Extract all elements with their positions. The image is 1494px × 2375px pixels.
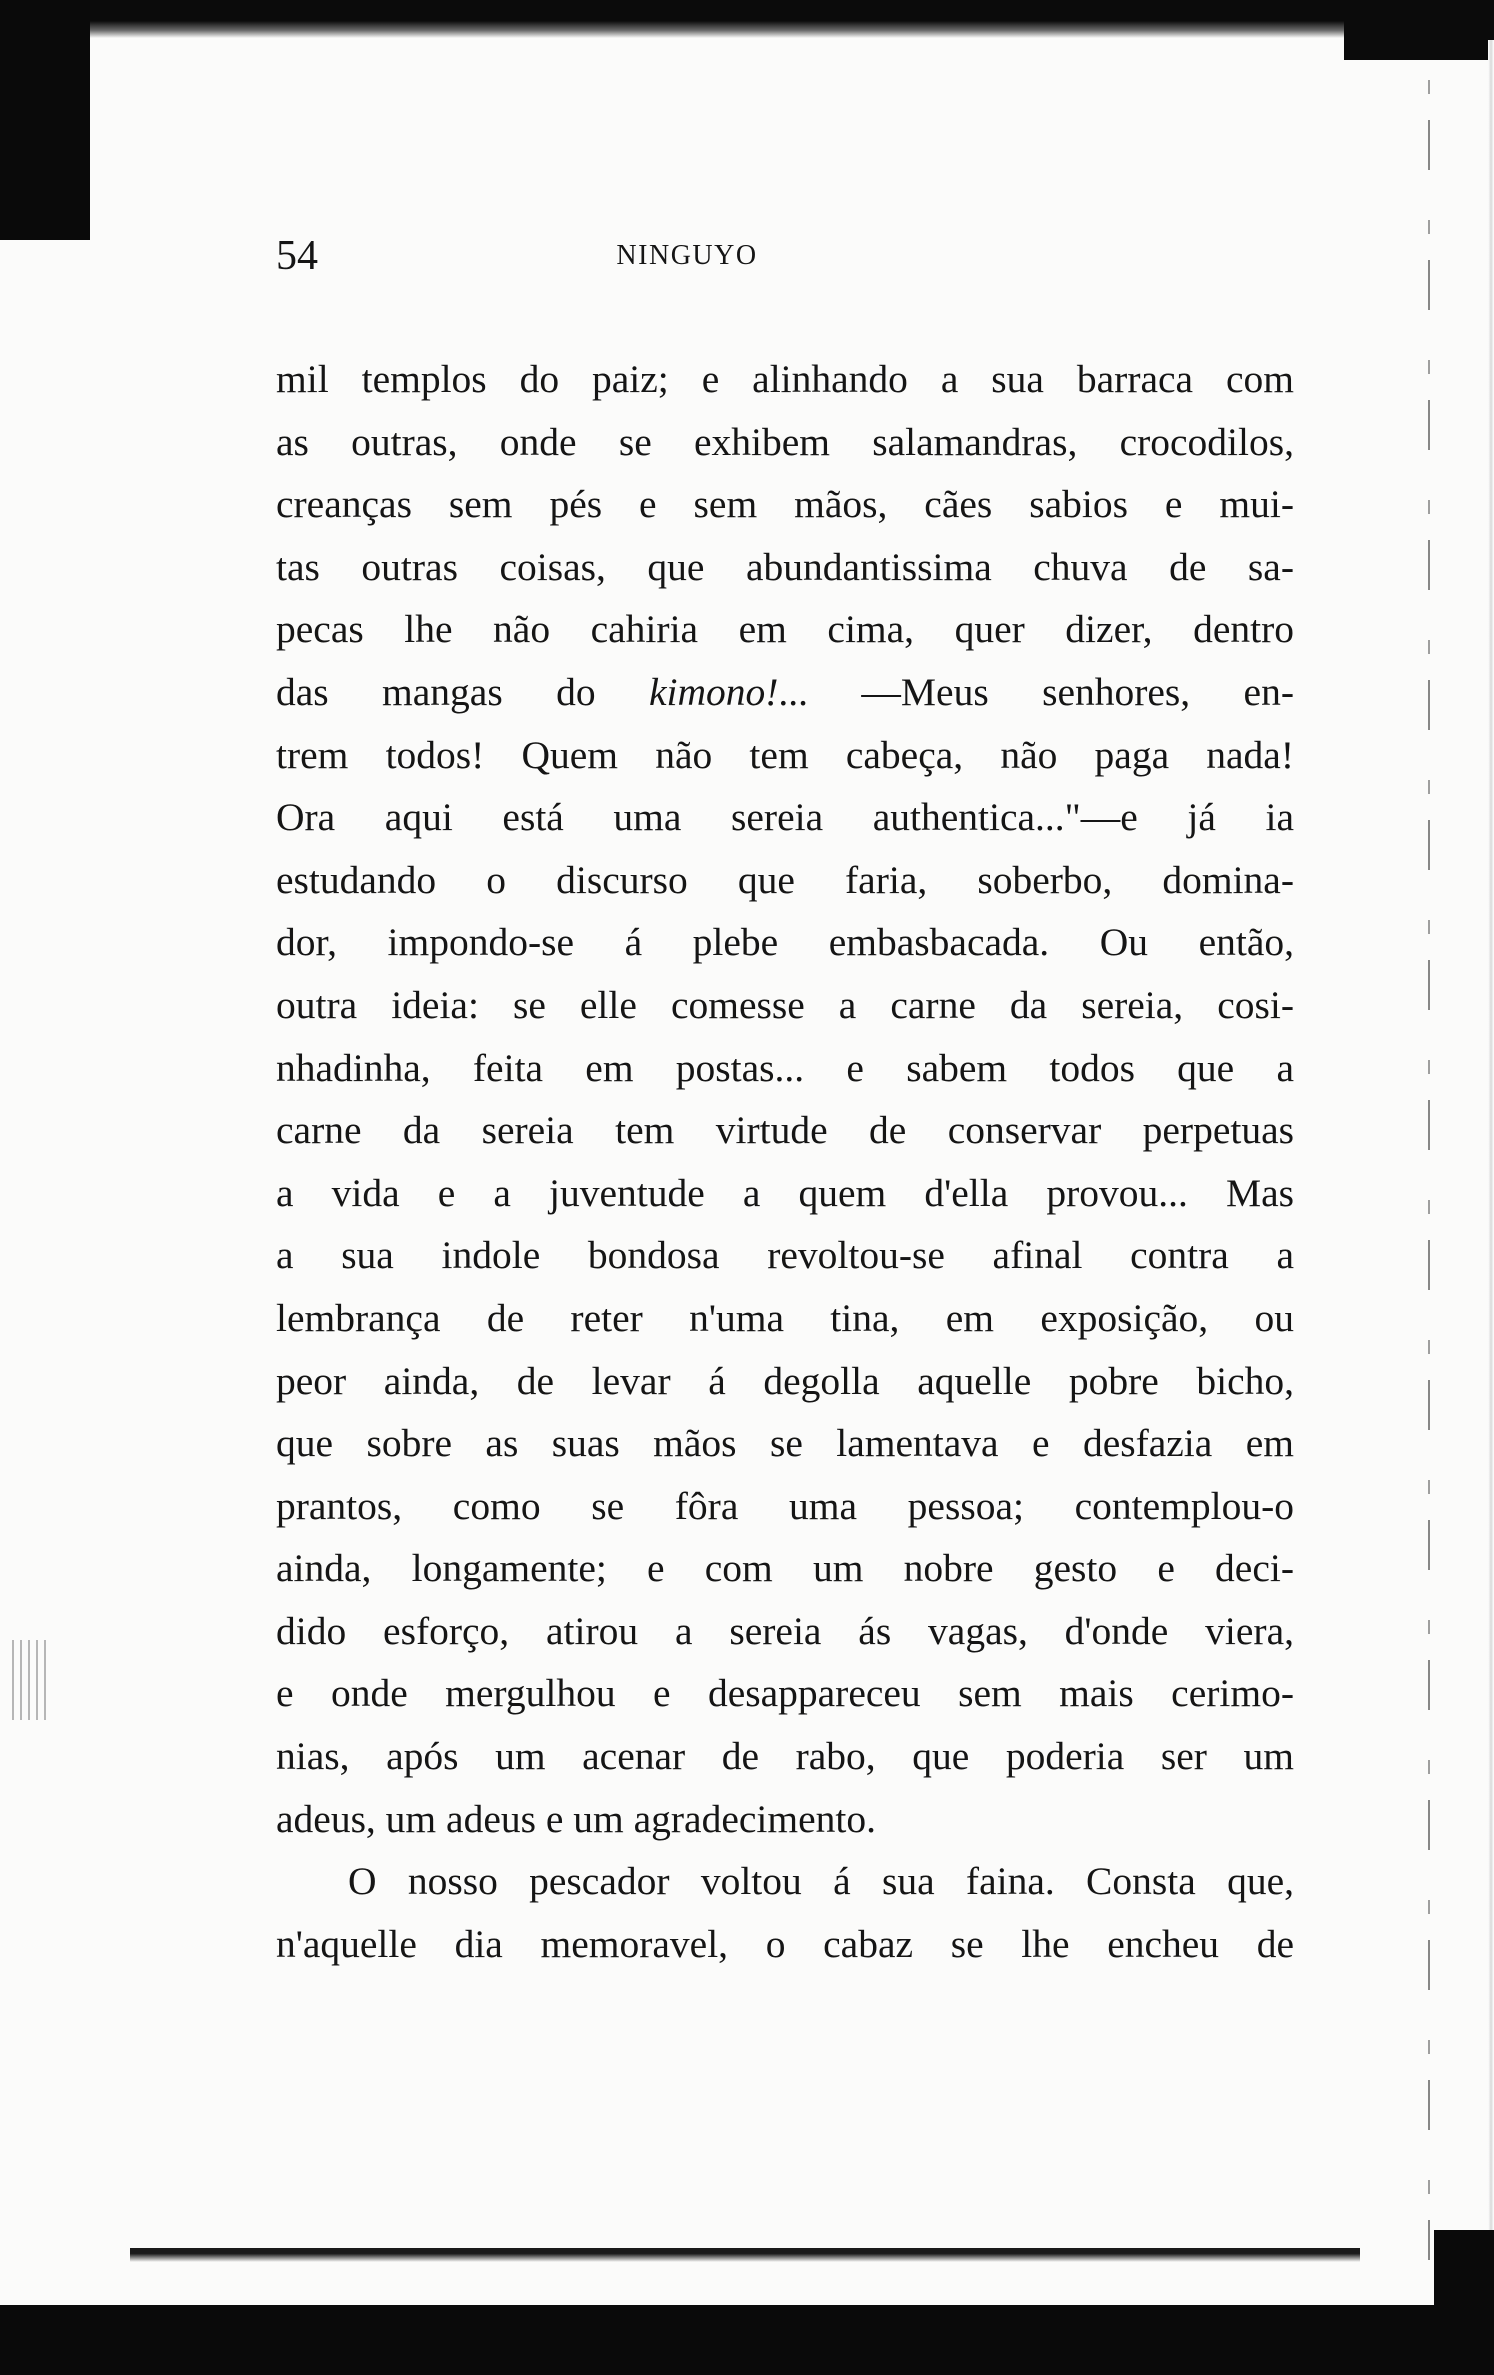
text-line: [276, 661, 1294, 724]
text-line: tas outras coisas, que abundantissima chuva de sa-: [276, 544, 1294, 589]
italic-word: kimono!: [648, 669, 779, 714]
scan-gutter-line: [1428, 80, 1430, 2260]
text-line: peor ainda, de levar á degolla aquelle pobre bicho,: [276, 1358, 1294, 1403]
text-run: ... —Meus senhores, en-: [778, 669, 1294, 714]
text-line: a sua indole bondosa revoltou-se afinal contra a: [276, 1233, 1294, 1278]
text-line: que sobre as suas mãos se lamentava e desfazia em: [276, 1421, 1294, 1466]
text-line: n'aquelle dia memoravel, o cabaz se lhe encheu de: [276, 1921, 1294, 1966]
text-line: ainda, longamente; e com um nobre gesto e deci-: [276, 1546, 1294, 1591]
scan-border-top: [0, 0, 1494, 38]
scan-border-bottom: [0, 2305, 1494, 2375]
scan-border-top-right: [1344, 0, 1494, 60]
page-number: 54: [276, 233, 318, 279]
text-line: creanças sem pés e sem mãos, cães sabios e mui-: [276, 482, 1294, 527]
text-line: a vida e a juventude a quem d'ella provou... Mas: [276, 1170, 1294, 1215]
text-line: adeus, um adeus e um agradecimento.: [276, 1796, 876, 1841]
text-line: outra ideia: se elle comesse a carne da sereia, cosi-: [276, 982, 1294, 1027]
scan-border-right: [1488, 40, 1494, 2320]
text-line: nias, após um acenar de rabo, que poderia ser um: [276, 1734, 1294, 1779]
text-run: das mangas do: [276, 669, 649, 714]
text-line: pecas lhe não cahiria em cima, quer dizer, dentro: [276, 607, 1294, 652]
text-line: e onde mergulhou e desappareceu sem mais cerimo-: [276, 1671, 1294, 1716]
scan-border-bottom-right: [1434, 2230, 1494, 2310]
text-line: carne da sereia tem virtude de conservar perpetuas: [276, 1108, 1294, 1153]
running-head: [0, 226, 1494, 286]
text-line: O nosso pescador voltou á sua faina. Consta que,: [348, 1859, 1294, 1904]
scan-border-top-left: [0, 0, 90, 240]
text-line: mil templos do paiz; e alinhando a sua barraca com: [276, 357, 1294, 401]
text-line: dor, impondo-se á plebe embasbacada. Ou então,: [276, 920, 1294, 965]
scan-bottom-rule: [130, 2248, 1360, 2262]
text-line: prantos, como se fôra uma pessoa; contemplou-o: [276, 1483, 1294, 1528]
text-line: dido esforço, atirou a sereia ás vagas, d'onde viera,: [276, 1608, 1294, 1653]
running-title: NINGUYO: [616, 240, 758, 271]
text-line: trem todos! Quem não tem cabeça, não paga nada!: [276, 732, 1294, 777]
text-line: nhadinha, feita em postas... e sabem todos que a: [276, 1045, 1294, 1090]
text-line: estudando o discurso que faria, soberbo, domina-: [276, 857, 1294, 902]
text-line: as outras, onde se exhibem salamandras, crocodilos,: [276, 419, 1294, 464]
body-text: [276, 348, 1294, 1975]
text-line: Ora aqui está uma sereia authentica..."—e já ia: [276, 795, 1294, 840]
text-line: lembrança de reter n'uma tina, em exposição, ou: [276, 1295, 1294, 1340]
scan-margin-marks: [12, 1640, 52, 1720]
